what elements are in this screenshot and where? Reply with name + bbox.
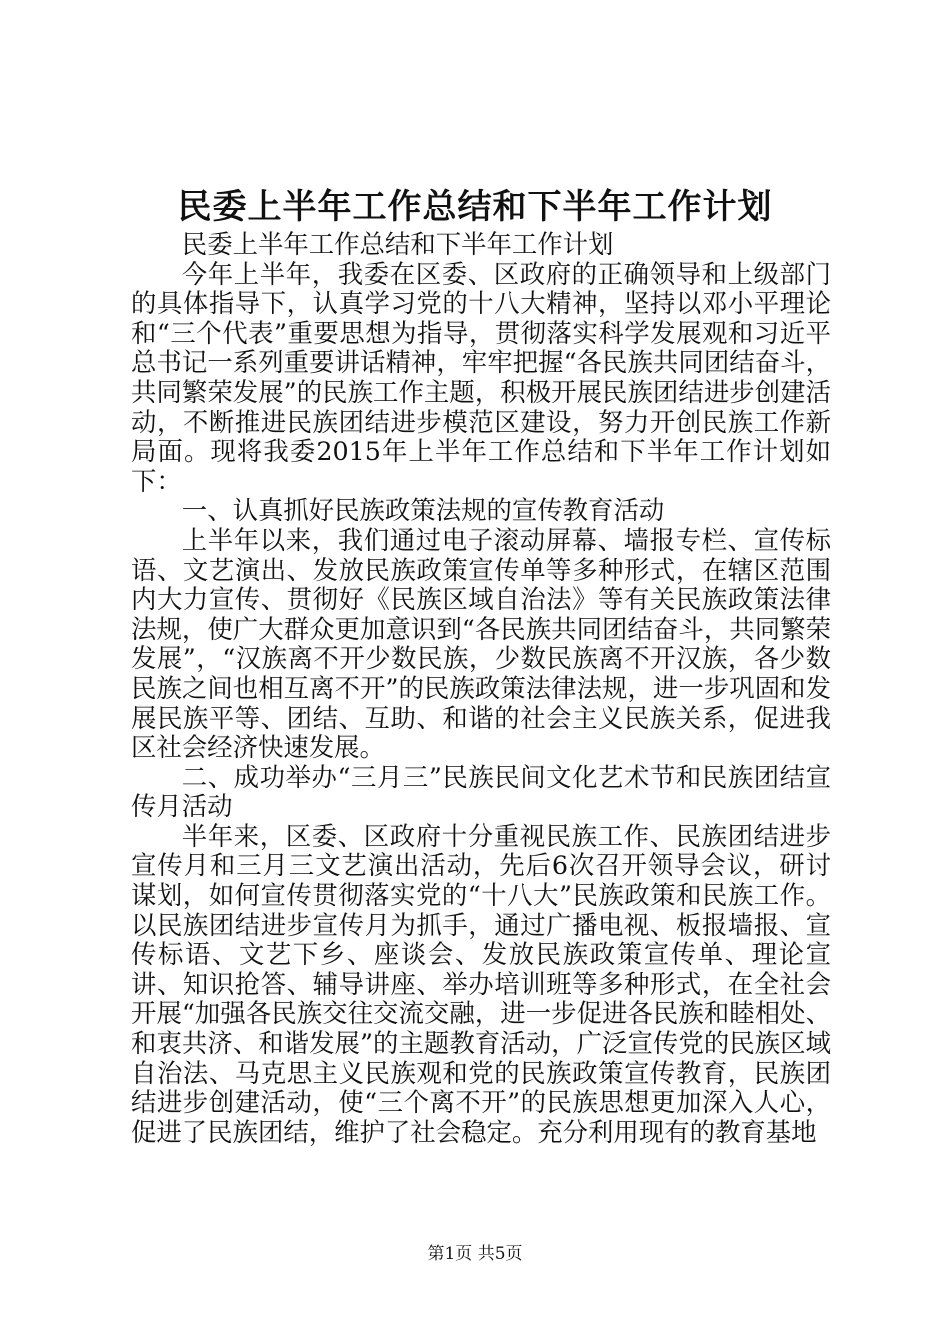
intro-paragraph: 今年上半年，我委在区委、区政府的正确领导和上级部门的具体指导下，认真学习党的十八大精神，坚持以邓小平理论和“三个代表”重要思想为指导，贯彻落实科学发展观和习近平总书记一系列重要讲话精神，牢牢把握“各民族共同团结奋斗，共同繁荣发展”的民族工作主题，积极开展民族团结进步创建活动，不断推进民族团结进步模范区建设，努力开创民族工作新局面。现将我委2015年上半年工作总结和下半年工作计划如下： — [131, 258, 831, 496]
document-body — [131, 230, 831, 1147]
section-1-paragraph: 上半年以来，我们通过电子滚动屏幕、墙报专栏、宣传标语、文艺演出、发放民族政策宣传单等多种形式，在辖区范围内大力宣传、贯彻好《民族区域自治法》等有关民族政策法律法规，使广大群众更加意识到“各民族共同团结奋斗，共同繁荣发展”，“汉族离不开少数民族，少数民族离不开汉族，各少数民族之间也相互离不开”的民族政策法律法规，进一步巩固和发展民族平等、团结、互助、和谐的社会主义民族关系，促进我区社会经济快速发展。 — [131, 524, 831, 763]
section-heading-1: 一、认真抓好民族政策法规的宣传教育活动 — [181, 495, 665, 526]
page-footer: 第1页 共5页 — [427, 1244, 523, 1264]
document-title: 民委上半年工作总结和下半年工作计划 — [177, 187, 773, 227]
subtitle-paragraph: 民委上半年工作总结和下半年工作计划 — [181, 229, 614, 259]
section-heading-2: 二、成功举办“三月三”民族民间文化艺术节和民族团结宣传月活动 — [131, 761, 831, 822]
section-2-paragraph: 半年来，区委、区政府十分重视民族工作、民族团结进步宣传月和三月三文艺演出活动，先后6次召开领导会议，研讨谋划，如何宣传贯彻落实党的“十八大”民族政策和民族工作。以民族团结进步宣传月为抓手，通过广播电视、板报墙报、宣传标语、文艺下乡、座谈会、发放民族政策宣传单、理论宣讲、知识抢答、辅导讲座、举办培训班等多种形式，在全社会开展“加强各民族交往交流交融，进一步促进各民族和睦相处、和衷共济、和谐发展”的主题教育活动，广泛宣传党的民族区域自治法、马克思主义民族观和党的民族政策宣传教育，民族团结进步创建活动，使“三个离不开”的民族思想更加深入人心，促进了民族团结，维护了社会稳定。充分利用现有的教育基地 — [131, 820, 831, 1147]
